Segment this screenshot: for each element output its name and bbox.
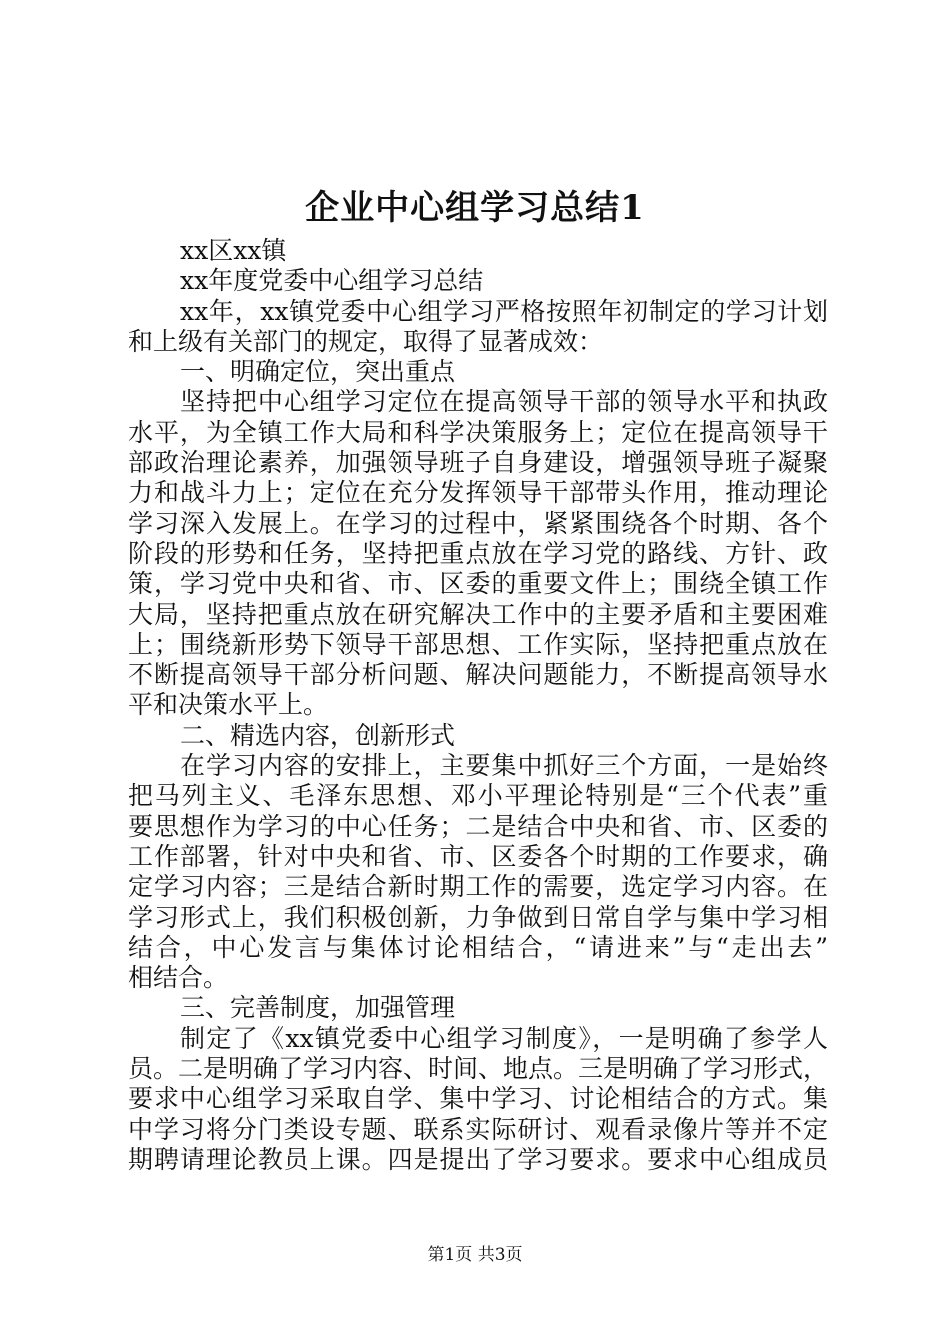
text-line: 学习形式上，我们积极创新，力争做到日常自学与集中学习相 — [128, 902, 828, 932]
document-title: 企业中心组学习总结1 — [305, 188, 645, 228]
text-line: 上；围绕新形势下领导干部思想、工作实际，坚持把重点放在 — [128, 629, 828, 659]
text-line: 要思想作为学习的中心任务；二是结合中央和省、市、区委的 — [128, 811, 828, 841]
text-line: 在学习内容的安排上，主要集中抓好三个方面，一是始终 — [180, 751, 828, 781]
text-line: 一、明确定位，突出重点 — [180, 357, 456, 387]
document-body — [128, 236, 828, 1175]
text-line: 工作部署，针对中央和省、市、区委各个时期的工作要求，确 — [128, 841, 828, 871]
text-line: 相结合。 — [128, 963, 229, 993]
text-line: 期聘请理论教员上课。四是提出了学习要求。要求中心组成员 — [128, 1144, 828, 1174]
text-line: 制定了《xx镇党委中心组学习制度》，一是明确了参学人 — [180, 1023, 828, 1053]
text-line: 水平，为全镇工作大局和科学决策服务上；定位在提高领导干 — [128, 417, 828, 447]
text-line: 二、精选内容，创新形式 — [180, 720, 456, 750]
text-line: 三、完善制度，加强管理 — [180, 993, 456, 1023]
text-line: 要求中心组学习采取自学、集中学习、讨论相结合的方式。集 — [128, 1084, 828, 1114]
text-line: 中学习将分门类设专题、联系实际研讨、观看录像片等并不定 — [128, 1114, 828, 1144]
text-line: 力和战斗力上；定位在充分发挥领导干部带头作用，推动理论 — [128, 478, 828, 508]
text-line: 坚持把中心组学习定位在提高领导干部的领导水平和执政 — [180, 387, 828, 417]
text-line: xx年度党委中心组学习总结 — [180, 266, 484, 296]
page-footer: 第1页 共3页 — [427, 1245, 523, 1265]
text-line: xx年，xx镇党委中心组学习严格按照年初制定的学习计划 — [180, 296, 828, 326]
text-line: 学习深入发展上。在学习的过程中，紧紧围绕各个时期、各个 — [128, 508, 828, 538]
text-line: 不断提高领导干部分析问题、解决问题能力，不断提高领导水 — [128, 660, 828, 690]
text-line: 和上级有关部门的规定，取得了显著成效： — [128, 326, 604, 356]
text-line: 把马列主义、毛泽东思想、邓小平理论特别是“三个代表”重 — [128, 781, 828, 811]
text-line: 平和决策水平上。 — [128, 690, 329, 720]
text-line: 阶段的形势和任务，坚持把重点放在学习党的路线、方针、政 — [128, 538, 828, 568]
text-line: 结合，中心发言与集体讨论相结合，“请进来”与“走出去” — [128, 932, 828, 962]
text-line: xx区xx镇 — [180, 236, 287, 265]
text-line: 定学习内容；三是结合新时期工作的需要，选定学习内容。在 — [128, 872, 828, 902]
text-line: 策，学习党中央和省、市、区委的重要文件上；围绕全镇工作 — [128, 569, 828, 599]
text-line: 大局，坚持把重点放在研究解决工作中的主要矛盾和主要困难 — [128, 599, 828, 629]
text-line: 员。二是明确了学习内容、时间、地点。三是明确了学习形式， — [128, 1054, 829, 1084]
text-line: 部政治理论素养，加强领导班子自身建设，增强领导班子凝聚 — [128, 448, 828, 478]
